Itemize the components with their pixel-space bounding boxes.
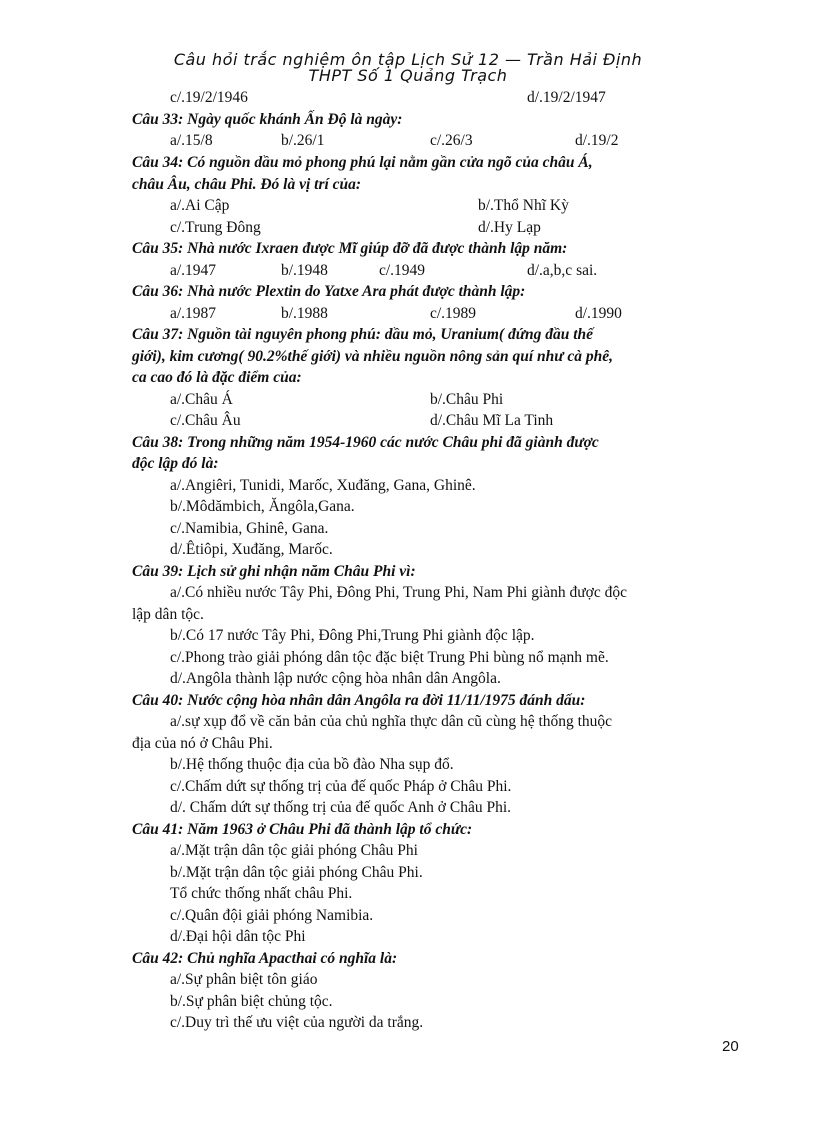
q37-option-d: d/.Châu Mĩ La Tinh (430, 412, 554, 429)
q40-option-c: c/.Chấm dứt sự thống trị của đế quốc Pháp ở Châu Phi. (170, 778, 512, 795)
q32-option-c: c/.19/2/1946 (170, 89, 248, 106)
q39-option-d: d/.Angôla thành lập nước cộng hòa nhân dân Angôla. (170, 670, 501, 687)
q36-question: Câu 36: Nhà nước Plextin do Yatxe Ara phát được thành lập: (132, 283, 526, 300)
q40-question: Câu 40: Nước cộng hòa nhân dân Angôla ra đời 11/11/1975 đánh dấu: (132, 692, 586, 709)
q41-option-a: a/.Mặt trận dân tộc giải phóng Châu Phi (170, 842, 418, 859)
q34-option-b: b/.Thổ Nhĩ Kỳ (478, 197, 569, 214)
q42-option-a: a/.Sự phân biệt tôn giáo (170, 971, 318, 988)
q41-option-c: c/.Quân đội giải phóng Namibia. (170, 907, 374, 924)
q37-question-line-2: giới), kim cương( 90.2%thế giới) và nhiều nguồn nông sản quí như cà phê, (132, 348, 614, 365)
q41-option-b-extra: Tổ chức thống nhất châu Phi. (170, 885, 353, 902)
q40-option-a-line-2: địa của nó ở Châu Phi. (132, 735, 273, 752)
q41-option-b: b/.Mặt trận dân tộc giải phóng Châu Phi. (170, 864, 423, 881)
q39-option-a-line-2: lập dân tộc. (132, 606, 204, 623)
page-number: 20 (722, 1038, 739, 1055)
q39-option-a-line-1: a/.Có nhiều nước Tây Phi, Đông Phi, Trung Phi, Nam Phi giành được độc (170, 584, 628, 601)
q35-option-a: a/.1947 (170, 262, 217, 279)
q38-option-d: d/.Êtiôpi, Xuđăng, Marốc. (170, 541, 333, 558)
q35-option-b: b/.1948 (281, 262, 328, 279)
q38-option-c: c/.Namibia, Ghinê, Gana. (170, 520, 329, 537)
q38-question-line-1: Câu 38: Trong những năm 1954-1960 các nước Châu phi đã giành được (132, 434, 599, 451)
q37-question-line-1: Câu 37: Nguồn tài nguyên phong phú: dầu mỏ, Uranium( đứng đầu thế (132, 326, 594, 343)
q37-option-b: b/.Châu Phi (430, 391, 504, 408)
q34-question-line-1: Câu 34: Có nguồn dầu mỏ phong phú lại nằm gần cửa ngõ của châu Á, (132, 154, 593, 171)
q33-option-a: a/.15/8 (170, 132, 213, 149)
q35-option-c: c/.1949 (379, 262, 426, 279)
q37-question-line-3: ca cao đó là đặc điểm của: (132, 369, 302, 386)
q33-option-d: d/.19/2 (575, 132, 619, 149)
q41-option-d: d/.Đại hội dân tộc Phi (170, 928, 306, 945)
q39-option-b: b/.Có 17 nước Tây Phi, Đông Phi,Trung Phi giành độc lập. (170, 627, 535, 644)
q34-question-line-2: châu Âu, châu Phi. Đó là vị trí của: (132, 176, 362, 193)
q41-question: Câu 41: Năm 1963 ở Châu Phi đã thành lập tổ chức: (132, 821, 473, 838)
q38-option-b: b/.Môdămbich, Ăngôla,Gana. (170, 498, 355, 515)
q33-question: Câu 33: Ngày quốc khánh Ấn Độ là ngày: (132, 111, 403, 128)
header-line-2: THPT Số 1 Quảng Trạch (308, 66, 508, 85)
q38-question-line-2: độc lập đó là: (132, 455, 219, 472)
q36-option-a: a/.1987 (170, 305, 217, 322)
q40-option-d: d/. Chấm dứt sự thống trị của đế quốc Anh ở Châu Phi. (170, 799, 511, 816)
q42-option-b: b/.Sự phân biệt chủng tộc. (170, 993, 333, 1010)
q35-option-d: d/.a,b,c sai. (527, 262, 598, 279)
q39-question: Câu 39: Lịch sử ghi nhận năm Châu Phi vì: (132, 563, 416, 580)
q33-option-c: c/.26/3 (430, 132, 473, 149)
q42-question: Câu 42: Chủ nghĩa Apacthai có nghĩa là: (132, 950, 398, 967)
header-line-1: Câu hỏi trắc nghiệm ôn tập Lịch Sử 12 — Trần Hải Định (173, 50, 643, 69)
q34-option-a: a/.Ai Cập (170, 197, 230, 214)
q40-option-b: b/.Hệ thống thuộc địa của bồ đào Nha sụp đổ. (170, 756, 454, 773)
q32-option-d: d/.19/2/1947 (527, 89, 606, 106)
q37-option-a: a/.Châu Á (170, 391, 233, 408)
q36-option-d: d/.1990 (575, 305, 622, 322)
q35-question: Câu 35: Nhà nước Ixraen được Mĩ giúp đỡ đã được thành lập năm: (132, 240, 568, 257)
q36-option-c: c/.1989 (430, 305, 477, 322)
q34-option-d: d/.Hy Lạp (478, 219, 541, 236)
q40-option-a-line-1: a/.sự xụp đổ về căn bản của chủ nghĩa thực dân cũ cùng hệ thống thuộc (170, 713, 613, 730)
q42-option-c: c/.Duy trì thế ưu việt của người da trắng. (170, 1014, 424, 1031)
q38-option-a: a/.Angiêri, Tunidi, Marốc, Xuđăng, Gana, Ghinê. (170, 477, 476, 494)
q37-option-c: c/.Châu Âu (170, 412, 241, 429)
q36-option-b: b/.1988 (281, 305, 328, 322)
q39-option-c: c/.Phong trào giải phóng dân tộc đặc biệt Trung Phi bùng nổ mạnh mẽ. (170, 649, 609, 666)
q34-option-c: c/.Trung Đông (170, 219, 261, 236)
q33-option-b: b/.26/1 (281, 132, 325, 149)
